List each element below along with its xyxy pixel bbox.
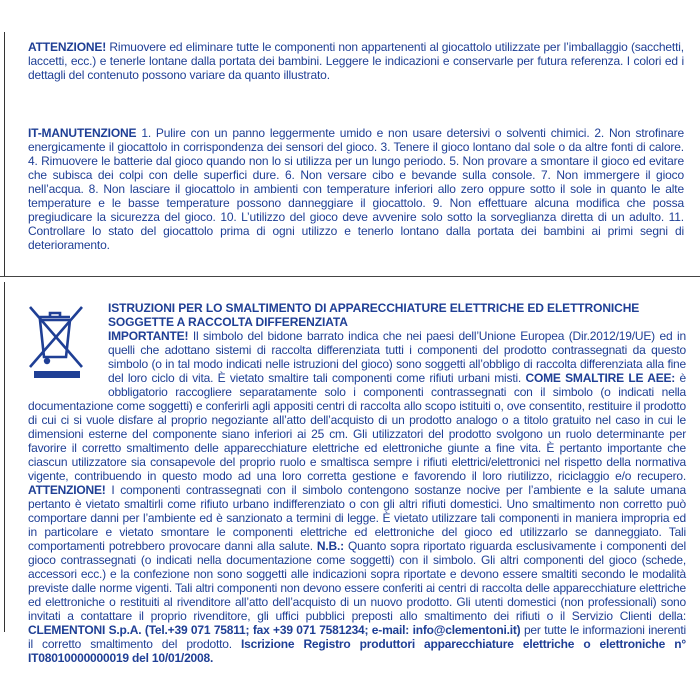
warning-paragraph — [28, 40, 684, 82]
disposal-text-4: Quanto sopra riportato riguarda esclusivamente i componenti del gioco contrassegnati (o indicati nella documentazione come soggetti) con il simbolo. Gli altri componenti del gioco (schede, accessori ecc.) e la confezione non sono soggetti alle indicazioni sopra riportate e devono essere smaltiti secondo le modalità previste dalle norme vigenti. Tali altri componenti non devono essere conferiti ai centri di raccolta delle apparecchiature elettriche ed elettroniche o restituiti al rivenditore all’atto dell’acquisto di un nuovo prodotto. Gli utenti domestici (non professionali) sono invitati a contattare il proprio rivenditore, gli uffici pubblici preposti allo smaltimento dei rifiuti o il Servizio Clienti della: — [28, 539, 686, 623]
maintenance-paragraph — [28, 126, 684, 252]
disposal-text-5: per tutte le informazioni inerenti il corretto smaltimento del prodotto. — [28, 623, 686, 651]
left-border-top — [4, 32, 5, 276]
disposal-text-2: è obbligatorio raccogliere separatamente solo i componenti contrassegnati con il simbolo (o indicati nella documentazione come soggetti) e conferirli agli appositi centri di raccolta allo scopo istituiti o, ove consentito, restituire il prodotto di cui ci si vuole disfare al proprio negoziante all’atto dell’acquisto di un prodotto analogo o a titolo gratuito nel caso in cui le dimensioni esterne del componente siano inferiori ai 25 cm. Gli utilizzatori del prodotto svolgono un ruolo determinante per favorire il corretto smaltimento delle apparecchiature elettriche ed elettroniche giunte a fine vita. È pertanto importante che ciascun utilizzatore sia consapevole del proprio ruolo e smaltisca sempre i rifiuti elettrici/elettronici nel rispetto della normativa vigente, contribuendo in questo modo ad una loro corretta gestione e favorendo il loro riutilizzo, riciclaggio e/o recupero. — [28, 371, 686, 483]
disposal-paragraph — [28, 329, 686, 665]
disposal-text-1: Il simbolo del bidone barrato indica che nei paesi dell’Unione Europea (Dir.2012/19/UE) ed in quelli che adottano sistemi di raccolta differenziata tutti i componenti del prodotto contrassegnati da questo simbolo (o in tal modo indicati nelle istruzioni del gioco) sono soggetti all’obbligo di raccolta differenziata alla fine del loro ciclo di vita. È vietato smaltire tali componenti come rifiuti urbani misti. — [108, 329, 686, 385]
maintenance-title: IT-MANUTENZIONE — [28, 126, 137, 140]
registration-info: Iscrizione Registro produttori apparecchiature elettriche o elettroniche n° IT08010000000019 del 10/01/2008. — [28, 637, 686, 665]
maintenance-text: 1. Pulire con un panno leggermente umido e non usare detersivi o solventi chimici. 2. Non strofinare energicamente il giocattolo in corrispondenza dei sensori del gioco. 3. Tenere il gioco lontano dal sole o da altre fonti di calore. 4. Rimuovere le batterie dal gioco quando non lo si utilizza per un lungo periodo. 5. Non provare a smontare il gioco ed evitare che subisca dei colpi con delle superfici dure. 6. Non versare cibo e bevande sulla console. 7. Non immergere il gioco nell’acqua. 8. Non lasciare il giocattolo in ambienti con temperature inferiori allo zero oppure sotto il sole in quanto le alte temperature e le basse temperature possono danneggiare il giocattolo. 9. Non effettuare alcuna modifica che possa pregiudicare la sicurezza del gioco. 10. L’utilizzo del gioco deve avvenire solo sotto la sorveglianza diretta di un adulto. 11. Controllare lo stato del giocattolo prima di ogni utilizzo e tenerlo lontano dalla portata dei bambini ai primi segni di deterioramento. — [28, 126, 684, 252]
disposal-title: ISTRUZIONI PER LO SMALTIMENTO DI APPARECCHIATURE ELETTRICHE ED ELETTRONICHE SOGGETTE A RACCOLTA DIFFERENZIATA — [108, 301, 640, 329]
contact-info: CLEMENTONI S.p.A. (Tel.+39 071 75811; fax +39 071 7581234; e-mail: info@clementoni.it) — [28, 623, 521, 637]
warning-text: Rimuovere ed eliminare tutte le componenti non appartenenti al giocattolo utilizzate per l’imballaggio (sacchetti, laccetti, ecc.) e tenerle lontane dalla portata dei bambini. Leggere le indicazioni e conservarle per futura referenza. I colori ed i dettagli del contenuto possono variare da quanto illustrato. — [28, 40, 684, 82]
attention-label: ATTENZIONE! — [28, 483, 106, 497]
left-border-bottom — [4, 282, 5, 632]
disposal-text-3: I componenti contrassegnati con il simbolo contengono sostanze nocive per l’ambiente e la salute umana pertanto è vietato smaltirli come rifiuto urbano indifferenziato o con gli altri rifiuti domestici. Uno smaltimento non corretto può comportare danni per l’ambiente ed è sanzionato a termini di legge. È vietato utilizzare tali componenti in maniera impropria ed in particolare e vietato smontare le componenti elettriche ed elettroniche del gioco ed utilizzarlo se danneggiato. Tali comportamenti potrebbero provocare danni alla salute. — [28, 483, 686, 553]
how-to-dispose-label: COME SMALTIRE LE AEE: — [525, 371, 676, 385]
icon-spacer — [28, 329, 108, 387]
section-divider — [0, 276, 700, 277]
nb-label: N.B.: — [316, 539, 344, 553]
important-label: IMPORTANTE! — [108, 329, 189, 343]
warning-title: ATTENZIONE! — [28, 40, 107, 54]
